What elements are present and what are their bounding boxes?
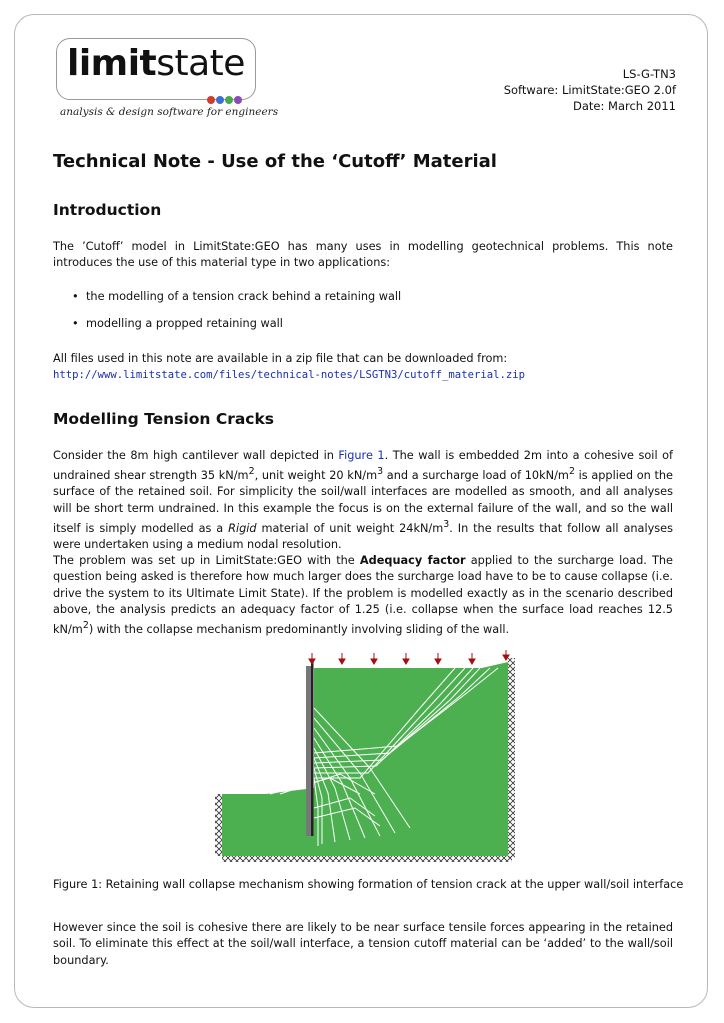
- right-boundary-hatch: [508, 658, 515, 858]
- tension-paragraph-1: Consider the 8m high cantilever wall depicted in Figure 1. The wall is embedded 2m into a cohesive soil of undrained shear strength 35 $kN/m^2$, unit weight 20 $kN/m^3$ and a surcharge load of $10kN/m^2$ is applied on the surface of the retained soil. For simplicity the soil/wall interfaces are modelled as smooth, and all analyses will be short term undrained. In this example the focus is on the external failure of the wall, and so the wall itself is simply modelled as a Rigid material of unit weight $24kN/m^3$. In the results that follow all analyses were undertaken using a medium nodal resolution.: [53, 449, 673, 552]
- tension-paragraph-3: However since the soil is cohesive there are likely to be near surface tensile forces appearing in the retained soil. To eliminate this effect at the soil/wall interface, a tension cutoff material can be ‘added’ to the wall/soil boundary.: [53, 921, 673, 967]
- document-meta: [504, 66, 676, 114]
- software-version: Software: LimitState:GEO 2.0f: [503, 83, 676, 97]
- download-link[interactable]: http://www.limitstate.com/files/technical-notes/LSGTN3/cutoff_material.zip: [53, 369, 525, 382]
- bullet-item: • modelling a propped retaining wall: [72, 317, 283, 330]
- logo-dot-green: [225, 96, 233, 104]
- wall-edge: [311, 662, 314, 836]
- doc-id: LS-G-TN3: [622, 67, 676, 81]
- load-arrow-icon: [339, 653, 345, 664]
- figure-caption: Figure 1: Retaining wall collapse mechanism showing formation of tension crack at the upper wall/soil interface: [53, 878, 684, 891]
- base-boundary-hatch: [222, 856, 512, 862]
- tension-paragraph-2: The problem was set up in LimitState:GEO with the Adequacy factor applied to the surcharge load. The question being asked is therefore how much larger does the surcharge load have to be to cause collapse (i.e. drive the system to its Ultimate Limit State). If the problem is modelled exactly as in the scenario described above, the analysis predicts an adequacy factor of 1.25 (i.e. collapse when the surface load reaches 12.5 $kN/m^2$) with the collapse mechanism predominantly involving sliding of the wall.: [53, 554, 673, 636]
- logo-dot-red: [207, 96, 215, 104]
- bullet-item: • the modelling of a tension crack behind a retaining wall: [72, 290, 402, 303]
- load-arrow-icon: [435, 653, 441, 664]
- intro-paragraph: The ’Cutoff’ model in LimitState:GEO has many uses in modelling geotechnical problems. This note introduces the use of this material type in two applications:: [53, 240, 673, 270]
- load-arrow-icon: [371, 653, 377, 664]
- load-arrow-icon: [469, 653, 475, 664]
- logo-dot-blue: [216, 96, 224, 104]
- page-title: Technical Note - Use of the ‘Cutoff’ Material: [53, 151, 497, 172]
- intro-heading: Introduction: [53, 201, 162, 219]
- doc-date: Date: March 2011: [573, 99, 676, 113]
- logo-wordmark: limitstate: [67, 43, 245, 84]
- figure-1-link[interactable]: Figure 1: [338, 449, 385, 462]
- load-arrow-icon: [403, 653, 409, 664]
- limitstate-logo: [56, 38, 256, 100]
- tension-heading: Modelling Tension Cracks: [53, 410, 275, 428]
- retaining-wall: [306, 666, 311, 836]
- load-arrow-icon: [309, 653, 315, 664]
- figure-retaining-wall: [210, 648, 520, 864]
- surcharge-load-arrows: [309, 650, 509, 664]
- logo-dot-purple: [234, 96, 242, 104]
- logo-tagline: analysis & design software for engineers: [60, 106, 279, 118]
- download-paragraph: All files used in this note are available in a zip file that can be downloaded from: http://www.limitstate.com/files/technical-notes/LSGTN3/cutoff_material.zip: [53, 351, 673, 384]
- left-boundary-hatch: [215, 794, 222, 856]
